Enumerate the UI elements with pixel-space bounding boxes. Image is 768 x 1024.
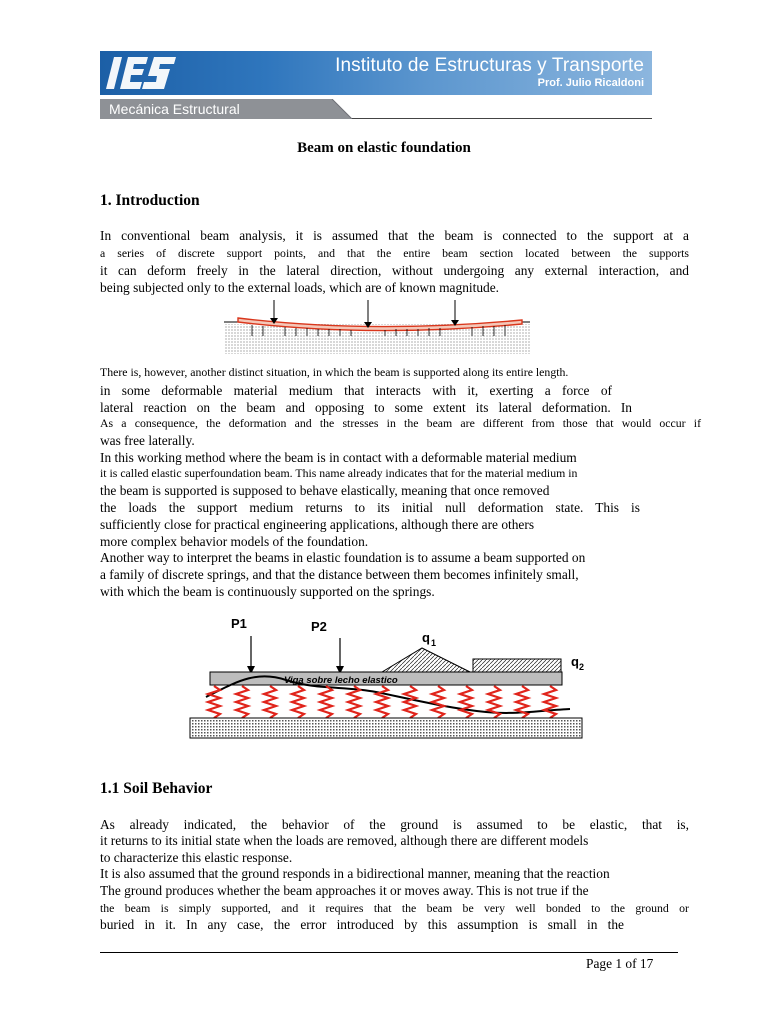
load-label-q2: q	[571, 654, 579, 669]
paragraph-line: more complex behavior models of the foundation.	[100, 534, 369, 549]
paragraph-line: As a consequence, the deformation and the stresses in the beam are different from those that would occur if	[100, 416, 701, 430]
paragraph-line: the loads the support medium returns to its initial null deformation state. This is	[100, 500, 640, 515]
beam-label: Viga sobre lecho elastico	[284, 675, 398, 686]
paragraph-line: was free laterally.	[100, 433, 195, 448]
paragraph-line: There is, however, another distinct situation, in which the beam is supported along its entire length.	[100, 365, 569, 379]
paragraph-line: a family of discrete springs, and that the distance between them becomes infinitely small,	[100, 567, 579, 582]
paragraph-line: In this working method where the beam is in contact with a deformable material medium	[100, 450, 577, 465]
paragraph-line: It is also assumed that the ground responds in a bidirectional manner, meaning that the reaction	[100, 866, 610, 881]
institute-logo	[100, 51, 190, 95]
paragraph-line: it can deform freely in the lateral direction, without undergoing any external interaction, and	[100, 263, 689, 278]
paragraph-line: it is called elastic superfoundation beam. This name already indicates that for the material medium in	[100, 466, 578, 480]
paragraph-line: sufficiently close for practical engineering applications, although there are others	[100, 517, 535, 532]
paragraph-line: the beam is simply supported, and it requires that the beam be very well bonded to the ground or	[100, 901, 689, 915]
point-load-p1	[247, 636, 255, 674]
section-heading-introduction: 1. Introduction	[100, 192, 200, 209]
paragraph-line: in some deformable material medium that interacts with it, exerting a force of	[100, 383, 612, 398]
load-label-q1-sub: 1	[431, 638, 437, 648]
paragraph-line: As already indicated, the behavior of the ground is assumed to be elastic, that is,	[100, 817, 689, 832]
footer-rule	[100, 952, 678, 953]
uniform-load-q2	[473, 659, 561, 672]
load-label-p1: P1	[231, 616, 247, 631]
paragraph-line: The ground produces whether the beam approaches it or moves away. This is not true if the	[100, 883, 589, 898]
course-name: Mecánica Estructural	[109, 101, 240, 117]
page-number: Page 1 of 17	[586, 956, 654, 971]
paragraph-line: with which the beam is continuously supported on the springs.	[100, 584, 435, 599]
elastic-foundation-ground	[190, 718, 582, 738]
load-label-q1: q	[422, 630, 430, 645]
page-title: Beam on elastic foundation	[297, 140, 471, 156]
section-heading-soil-behavior: 1.1 Soil Behavior	[100, 780, 213, 797]
paragraph-line: the beam is supported is supposed to behave elastically, meaning that once removed	[100, 483, 550, 498]
paragraph-line: Another way to interpret the beams in elastic foundation is to assume a beam supported on	[100, 550, 586, 565]
paragraph-line: being subjected only to the external loads, which are of known magnitude.	[100, 280, 500, 295]
paragraph-line: a series of discrete support points, and that the entire beam section located between the supports	[100, 246, 689, 260]
figure-beam-distributed-reaction	[222, 296, 532, 356]
figure-beam-on-springs	[186, 612, 586, 744]
paragraph-line: lateral reaction on the beam and opposing to some extent its lateral deformation. In	[100, 400, 632, 415]
header-banner	[100, 51, 652, 95]
paragraph-line: In conventional beam analysis, it is assumed that the beam is connected to the support at a	[100, 228, 689, 243]
paragraph-line: buried in it. In any case, the error introduced by this assumption is small in the	[100, 917, 624, 932]
professor-name: Prof. Julio Ricaldoni	[537, 77, 644, 89]
triangular-load-q1	[382, 648, 470, 672]
paragraph-line: to characterize this elastic response.	[100, 850, 293, 865]
paragraph-line: it returns to its initial state when the loads are removed, although there are different models	[100, 833, 589, 848]
point-load-p2	[336, 638, 344, 674]
load-label-q2-sub: 2	[579, 662, 585, 672]
institute-title: Instituto de Estructuras y Transporte	[335, 55, 644, 76]
load-label-p2: P2	[311, 619, 327, 634]
